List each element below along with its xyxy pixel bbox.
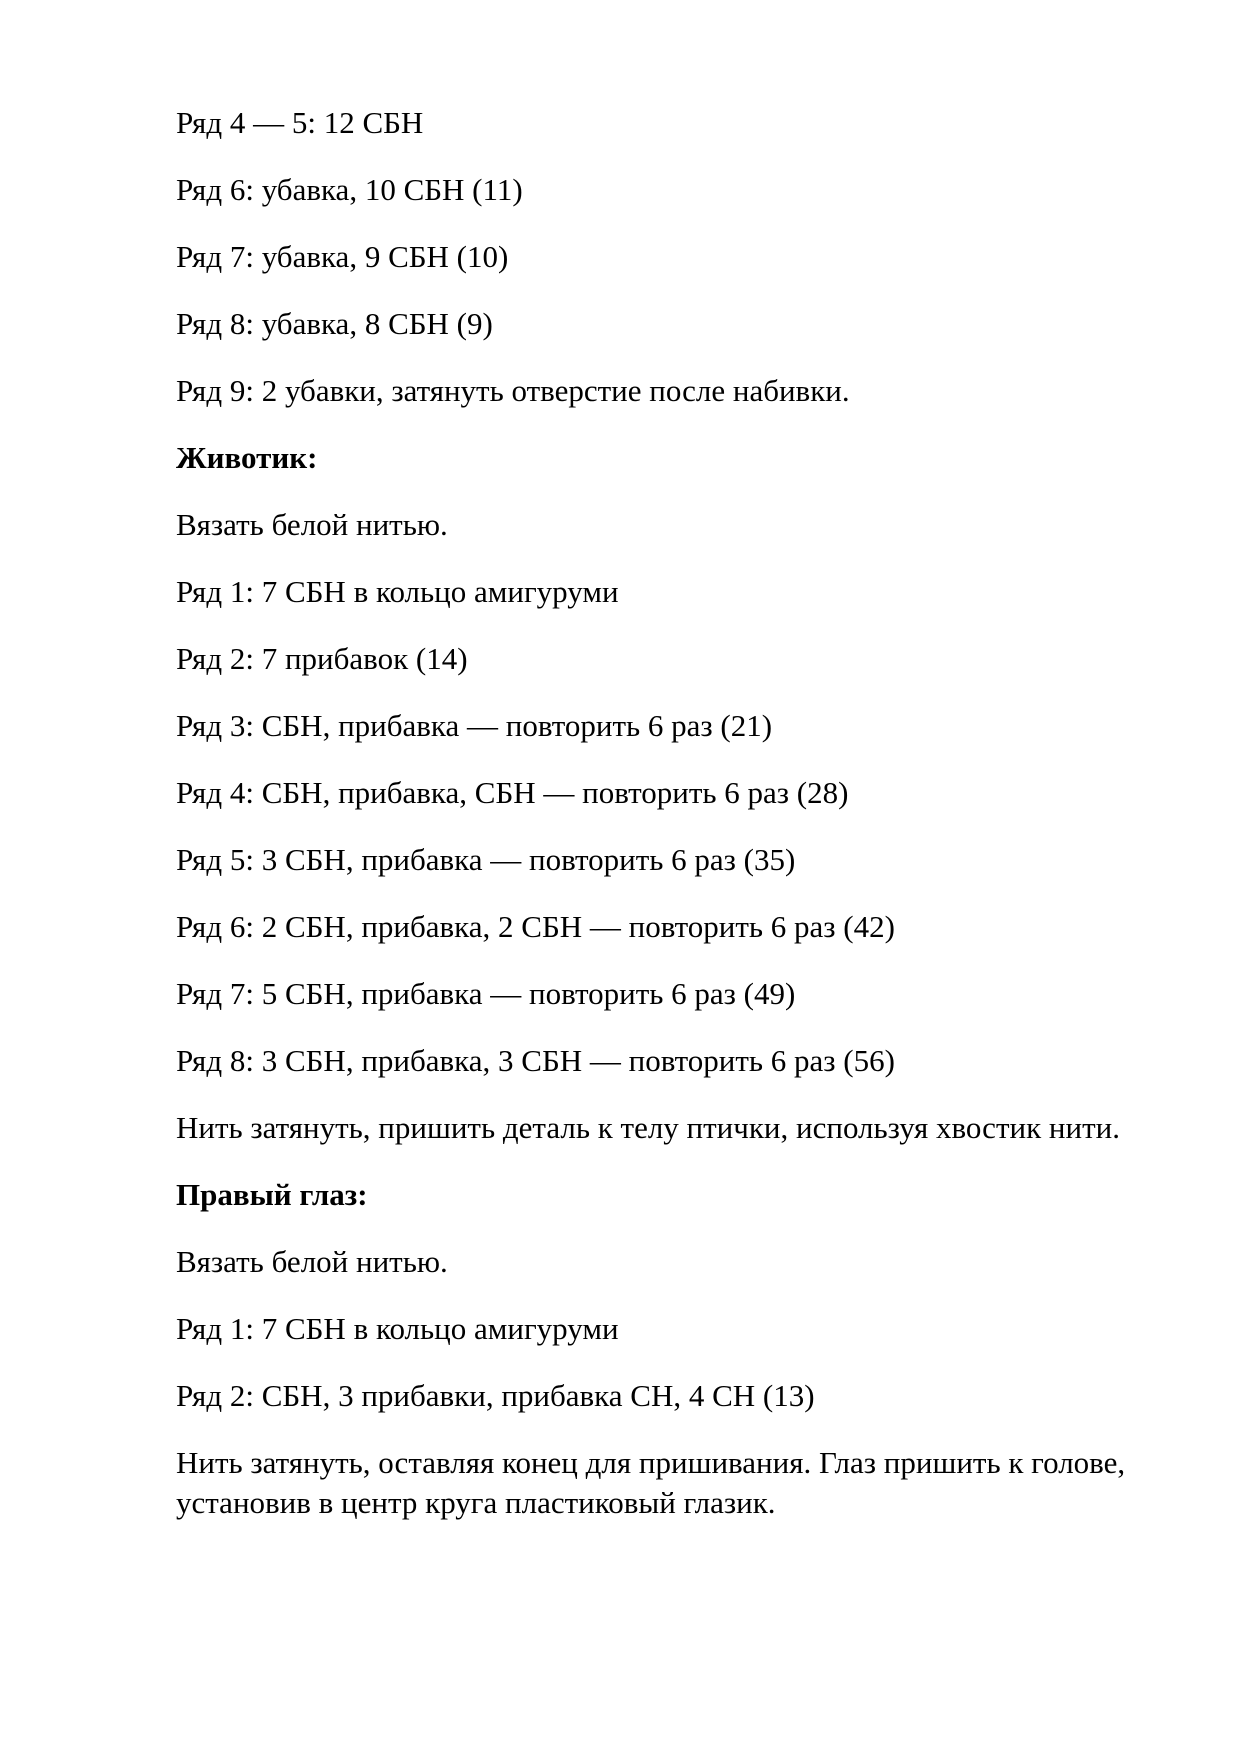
row-7-instruction: Ряд 7: убавка, 9 СБН (10) (176, 239, 509, 274)
belly-row-8-instruction: Ряд 8: 3 СБН, прибавка, 3 СБН — повторить 6 раз (56) (176, 1043, 895, 1078)
belly-row-6-instruction: Ряд 6: 2 СБН, прибавка, 2 СБН — повторить 6 раз (42) (176, 909, 895, 944)
row-6-instruction: Ряд 6: убавка, 10 СБН (11) (176, 172, 523, 207)
right-eye-row-2-instruction: Ряд 2: СБН, 3 прибавки, прибавка СН, 4 СН (13) (176, 1378, 815, 1413)
row-9-instruction: Ряд 9: 2 убавки, затянуть отверстие после набивки. (176, 373, 850, 408)
belly-finish-instruction: Нить затянуть, пришить деталь к телу птички, используя хвостик нити. (176, 1110, 1120, 1145)
belly-row-5-instruction: Ряд 5: 3 СБН, прибавка — повторить 6 раз (35) (176, 842, 796, 877)
right-eye-yarn-note: Вязать белой нитью. (176, 1244, 448, 1279)
document-page (176, 103, 1136, 1550)
belly-yarn-note: Вязать белой нитью. (176, 507, 448, 542)
belly-row-3-instruction: Ряд 3: СБН, прибавка — повторить 6 раз (21) (176, 708, 773, 743)
row-8-instruction: Ряд 8: убавка, 8 СБН (9) (176, 306, 493, 341)
right-eye-finish-instruction: Нить затянуть, оставляя конец для пришивания. Глаз пришить к голове, установив в центр круга пластиковый глазик. (176, 1445, 1126, 1520)
belly-section-heading: Животик: (176, 440, 318, 475)
belly-row-1-instruction: Ряд 1: 7 СБН в кольцо амигуруми (176, 574, 619, 609)
row-4-5-instruction: Ряд 4 — 5: 12 СБН (176, 105, 424, 140)
belly-row-7-instruction: Ряд 7: 5 СБН, прибавка — повторить 6 раз (49) (176, 976, 796, 1011)
right-eye-row-1-instruction: Ряд 1: 7 СБН в кольцо амигуруми (176, 1311, 619, 1346)
belly-row-2-instruction: Ряд 2: 7 прибавок (14) (176, 641, 468, 676)
right-eye-section-heading: Правый глаз: (176, 1177, 368, 1212)
belly-row-4-instruction: Ряд 4: СБН, прибавка, СБН — повторить 6 раз (28) (176, 775, 849, 810)
